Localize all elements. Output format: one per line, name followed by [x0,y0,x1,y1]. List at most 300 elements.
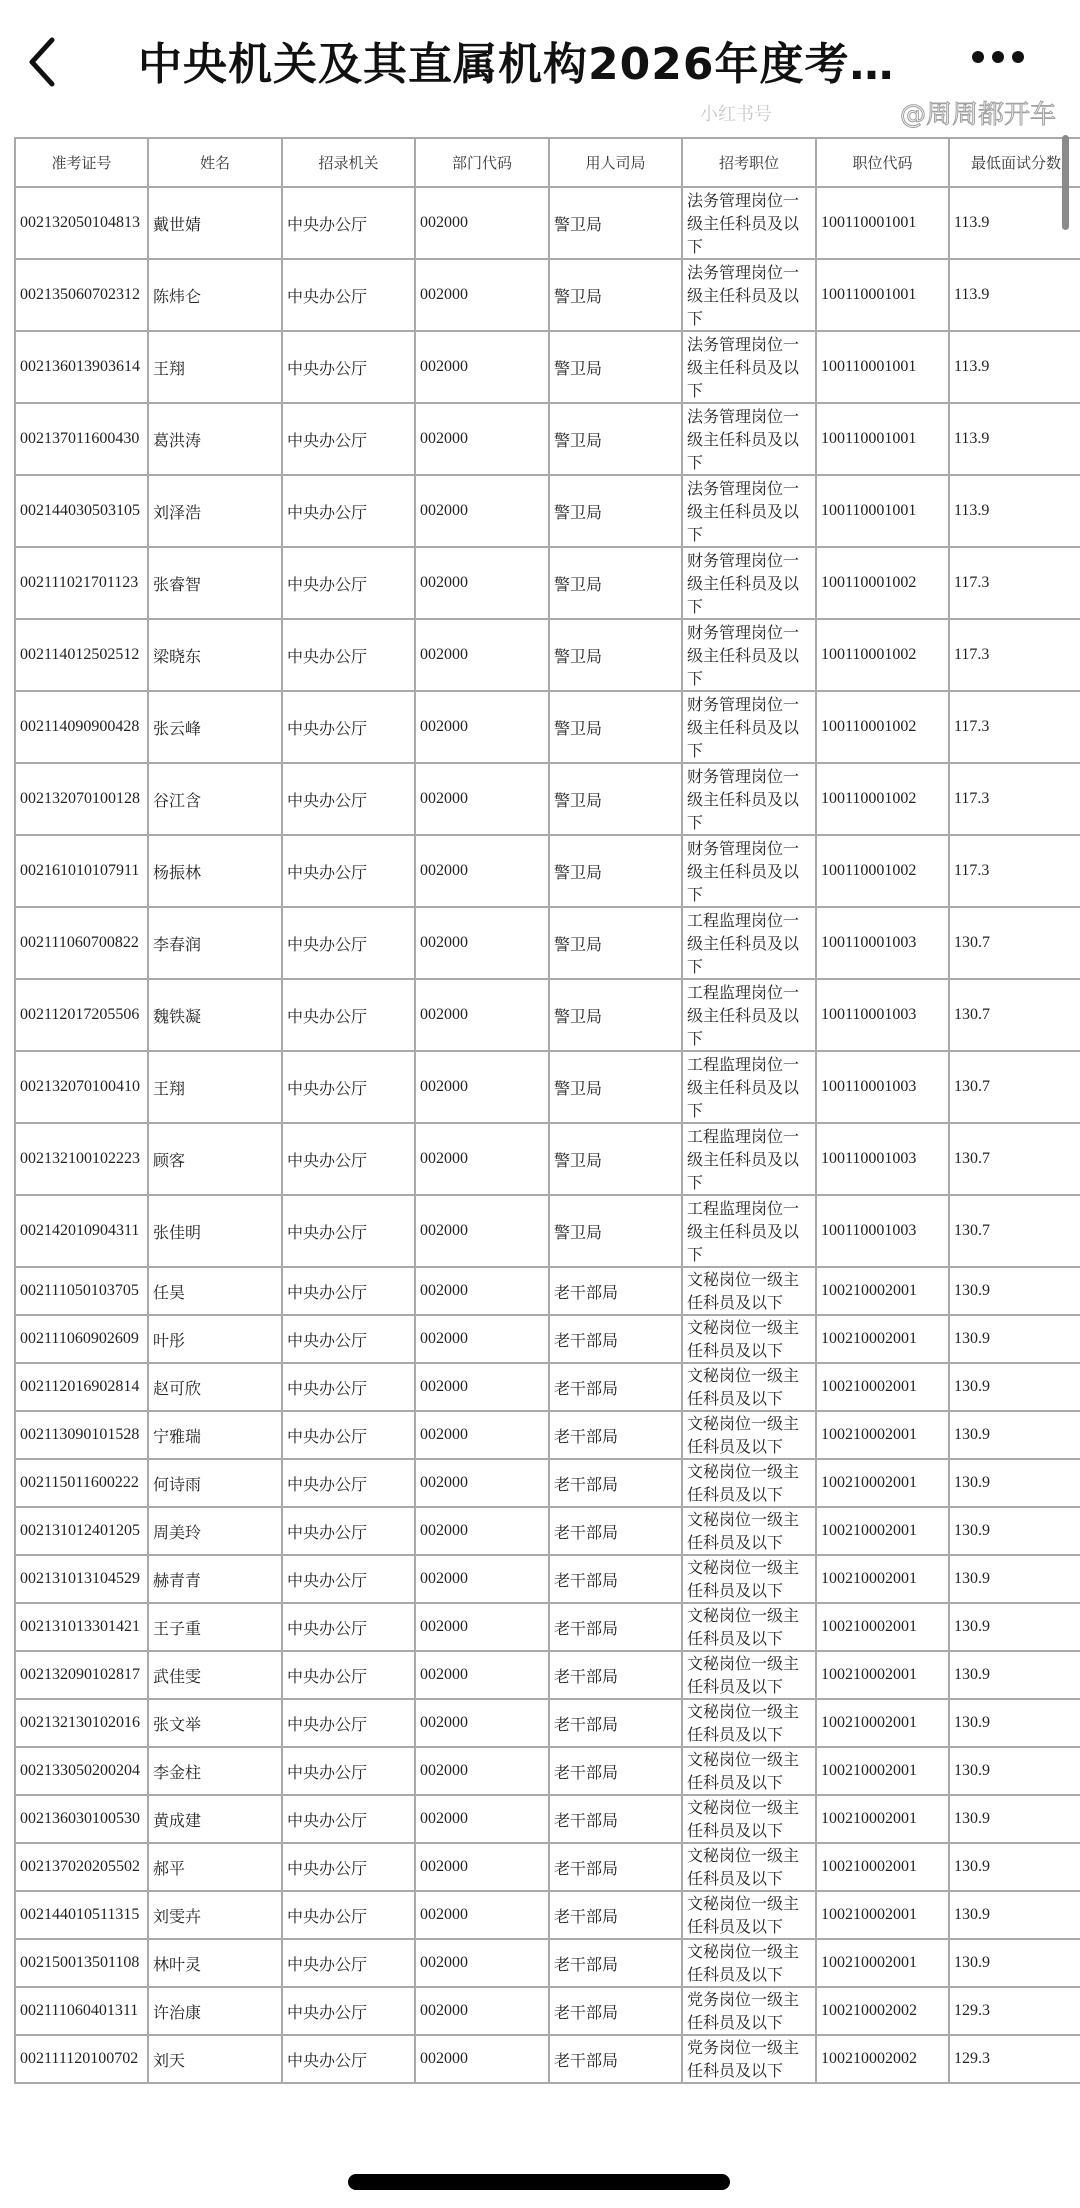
cell-position: 文秘岗位一级主任科员及以下 [682,1315,816,1363]
cell-admission-id: 002114012502512 [15,619,148,691]
cell-position-code: 100210002001 [816,1507,949,1555]
cell-name: 梁晓东 [148,619,282,691]
cell-min-score: 130.9 [949,1555,1080,1603]
table-row [15,1195,1080,1267]
cell-recruiting-agency: 中央办公厅 [282,187,415,259]
cell-min-score: 130.9 [949,1747,1080,1795]
cell-name: 叶彤 [148,1315,282,1363]
table-row [15,1795,1080,1843]
cell-position: 文秘岗位一级主任科员及以下 [682,1939,816,1987]
cell-dept-code: 002000 [415,619,549,691]
cell-name: 杨振林 [148,835,282,907]
cell-bureau: 老干部局 [549,2035,682,2083]
cell-position: 党务岗位一级主任科员及以下 [682,2035,816,2083]
cell-position-code: 100110001002 [816,547,949,619]
cell-position-code: 100110001001 [816,331,949,403]
cell-bureau: 老干部局 [549,1507,682,1555]
cell-admission-id: 002132050104813 [15,187,148,259]
cell-position-code: 100110001002 [816,619,949,691]
cell-recruiting-agency: 中央办公厅 [282,1267,415,1315]
cell-position-code: 100210002001 [816,1843,949,1891]
cell-admission-id: 002113090101528 [15,1411,148,1459]
cell-position-code: 100210002001 [816,1459,949,1507]
cell-min-score: 130.9 [949,1651,1080,1699]
cell-bureau: 老干部局 [549,1651,682,1699]
cell-name: 何诗雨 [148,1459,282,1507]
cell-position-code: 100110001003 [816,1195,949,1267]
chevron-left-icon [22,34,62,90]
cell-dept-code: 002000 [415,979,549,1051]
cell-position: 文秘岗位一级主任科员及以下 [682,1891,816,1939]
column-header-min-score: 最低面试分数 [949,138,1080,187]
cell-bureau: 老干部局 [549,1795,682,1843]
cell-position: 财务管理岗位一级主任科员及以下 [682,547,816,619]
cell-name: 王翔 [148,331,282,403]
column-header-recruiting-agency: 招录机关 [282,138,415,187]
cell-min-score: 113.9 [949,187,1080,259]
cell-admission-id: 002111060700822 [15,907,148,979]
cell-dept-code: 002000 [415,1795,549,1843]
cell-name: 张云峰 [148,691,282,763]
table-row [15,1315,1080,1363]
cell-name: 戴世婧 [148,187,282,259]
cell-position: 工程监理岗位一级主任科员及以下 [682,1051,816,1123]
cell-admission-id: 002131013104529 [15,1555,148,1603]
cell-min-score: 130.7 [949,1195,1080,1267]
cell-recruiting-agency: 中央办公厅 [282,1843,415,1891]
cell-admission-id: 002114090900428 [15,691,148,763]
cell-position: 工程监理岗位一级主任科员及以下 [682,979,816,1051]
table-row [15,1699,1080,1747]
cell-bureau: 警卫局 [549,979,682,1051]
cell-position: 工程监理岗位一级主任科员及以下 [682,907,816,979]
nav-bar [0,0,1080,88]
cell-admission-id: 002144030503105 [15,475,148,547]
cell-recruiting-agency: 中央办公厅 [282,979,415,1051]
cell-bureau: 警卫局 [549,259,682,331]
cell-recruiting-agency: 中央办公厅 [282,763,415,835]
table-row [15,1555,1080,1603]
cell-position: 文秘岗位一级主任科员及以下 [682,1363,816,1411]
cell-name: 李春润 [148,907,282,979]
cell-bureau: 老干部局 [549,1939,682,1987]
cell-recruiting-agency: 中央办公厅 [282,331,415,403]
cell-recruiting-agency: 中央办公厅 [282,1795,415,1843]
cell-bureau: 老干部局 [549,1699,682,1747]
cell-min-score: 130.9 [949,1459,1080,1507]
cell-min-score: 130.7 [949,979,1080,1051]
table-row [15,1603,1080,1651]
cell-position: 工程监理岗位一级主任科员及以下 [682,1195,816,1267]
cell-dept-code: 002000 [415,2035,549,2083]
cell-dept-code: 002000 [415,835,549,907]
cell-position-code: 100210002001 [816,1939,949,1987]
cell-bureau: 警卫局 [549,1195,682,1267]
cell-bureau: 警卫局 [549,547,682,619]
cell-dept-code: 002000 [415,1747,549,1795]
table-row [15,1987,1080,2035]
cell-min-score: 117.3 [949,763,1080,835]
cell-position-code: 100110001002 [816,835,949,907]
cell-name: 刘天 [148,2035,282,2083]
column-header-position: 招考职位 [682,138,816,187]
cell-dept-code: 002000 [415,691,549,763]
cell-name: 刘雯卉 [148,1891,282,1939]
cell-recruiting-agency: 中央办公厅 [282,475,415,547]
cell-position-code: 100210002001 [816,1699,949,1747]
table-row [15,979,1080,1051]
cell-recruiting-agency: 中央办公厅 [282,1555,415,1603]
cell-dept-code: 002000 [415,1123,549,1195]
results-table-container[interactable] [14,137,1080,2084]
cell-dept-code: 002000 [415,187,549,259]
cell-position: 文秘岗位一级主任科员及以下 [682,1555,816,1603]
table-row [15,1363,1080,1411]
cell-admission-id: 002111060401311 [15,1987,148,2035]
table-row [15,547,1080,619]
cell-recruiting-agency: 中央办公厅 [282,547,415,619]
cell-min-score: 117.3 [949,691,1080,763]
cell-position: 文秘岗位一级主任科员及以下 [682,1747,816,1795]
table-row [15,1051,1080,1123]
table-row [15,1507,1080,1555]
table-row [15,475,1080,547]
cell-name: 张睿智 [148,547,282,619]
cell-admission-id: 002132090102817 [15,1651,148,1699]
scrollbar[interactable] [1062,135,1069,230]
cell-bureau: 老干部局 [549,1603,682,1651]
cell-min-score: 130.9 [949,1411,1080,1459]
cell-position-code: 100110001001 [816,403,949,475]
table-row [15,331,1080,403]
cell-admission-id: 002133050200204 [15,1747,148,1795]
cell-min-score: 130.9 [949,1699,1080,1747]
cell-bureau: 老干部局 [549,1459,682,1507]
cell-name: 赫青青 [148,1555,282,1603]
cell-admission-id: 002135060702312 [15,259,148,331]
cell-min-score: 130.9 [949,1891,1080,1939]
cell-name: 葛洪涛 [148,403,282,475]
cell-admission-id: 002112017205506 [15,979,148,1051]
cell-recruiting-agency: 中央办公厅 [282,1123,415,1195]
cell-admission-id: 002137020205502 [15,1843,148,1891]
cell-position-code: 100110001003 [816,907,949,979]
cell-min-score: 113.9 [949,403,1080,475]
cell-admission-id: 002115011600222 [15,1459,148,1507]
table-row [15,187,1080,259]
cell-position: 法务管理岗位一级主任科员及以下 [682,403,816,475]
table-row [15,691,1080,763]
cell-bureau: 警卫局 [549,1123,682,1195]
cell-position-code: 100110001003 [816,1051,949,1123]
column-header-name: 姓名 [148,138,282,187]
cell-position: 文秘岗位一级主任科员及以下 [682,1459,816,1507]
cell-min-score: 130.9 [949,1507,1080,1555]
cell-bureau: 警卫局 [549,475,682,547]
cell-admission-id: 002111120100702 [15,2035,148,2083]
table-row [15,619,1080,691]
cell-position-code: 100210002001 [816,1603,949,1651]
cell-name: 黄成建 [148,1795,282,1843]
cell-dept-code: 002000 [415,907,549,979]
cell-min-score: 117.3 [949,547,1080,619]
cell-position: 法务管理岗位一级主任科员及以下 [682,259,816,331]
cell-bureau: 警卫局 [549,331,682,403]
cell-name: 陈炜仑 [148,259,282,331]
cell-position: 文秘岗位一级主任科员及以下 [682,1507,816,1555]
cell-min-score: 130.9 [949,1795,1080,1843]
cell-position-code: 100210002001 [816,1747,949,1795]
cell-position-code: 100210002002 [816,1987,949,2035]
cell-position-code: 100210002001 [816,1651,949,1699]
cell-name: 李金柱 [148,1747,282,1795]
cell-position: 法务管理岗位一级主任科员及以下 [682,187,816,259]
cell-dept-code: 002000 [415,1699,549,1747]
table-row [15,259,1080,331]
cell-dept-code: 002000 [415,547,549,619]
cell-position-code: 100110001002 [816,763,949,835]
cell-position: 财务管理岗位一级主任科员及以下 [682,835,816,907]
cell-recruiting-agency: 中央办公厅 [282,1747,415,1795]
cell-recruiting-agency: 中央办公厅 [282,1459,415,1507]
cell-dept-code: 002000 [415,1555,549,1603]
more-dots-icon [972,51,984,63]
table-row [15,1891,1080,1939]
cell-bureau: 老干部局 [549,1747,682,1795]
cell-position-code: 100110001001 [816,187,949,259]
cell-min-score: 130.9 [949,1843,1080,1891]
cell-recruiting-agency: 中央办公厅 [282,1051,415,1123]
cell-recruiting-agency: 中央办公厅 [282,1195,415,1267]
cell-position: 文秘岗位一级主任科员及以下 [682,1603,816,1651]
more-dots-icon [1012,51,1024,63]
cell-admission-id: 002144010511315 [15,1891,148,1939]
cell-bureau: 警卫局 [549,907,682,979]
cell-position-code: 100210002001 [816,1891,949,1939]
cell-admission-id: 002137011600430 [15,403,148,475]
table-row [15,1459,1080,1507]
cell-position: 财务管理岗位一级主任科员及以下 [682,763,816,835]
cell-dept-code: 002000 [415,475,549,547]
cell-min-score: 130.9 [949,1267,1080,1315]
cell-position: 工程监理岗位一级主任科员及以下 [682,1123,816,1195]
cell-bureau: 警卫局 [549,691,682,763]
table-row [15,1123,1080,1195]
cell-min-score: 130.9 [949,1363,1080,1411]
cell-name: 王子重 [148,1603,282,1651]
cell-name: 周美玲 [148,1507,282,1555]
cell-dept-code: 002000 [415,1987,549,2035]
cell-position-code: 100110001003 [816,979,949,1051]
cell-dept-code: 002000 [415,1507,549,1555]
cell-min-score: 130.9 [949,1315,1080,1363]
cell-position-code: 100210002001 [816,1267,949,1315]
table-row [15,835,1080,907]
cell-name: 任昊 [148,1267,282,1315]
cell-name: 谷江含 [148,763,282,835]
cell-position-code: 100210002001 [816,1795,949,1843]
cell-recruiting-agency: 中央办公厅 [282,835,415,907]
table-row [15,1939,1080,1987]
column-header-position-code: 职位代码 [816,138,949,187]
table-row [15,1843,1080,1891]
cell-dept-code: 002000 [415,1651,549,1699]
table-row [15,1267,1080,1315]
cell-dept-code: 002000 [415,1267,549,1315]
cell-dept-code: 002000 [415,1843,549,1891]
cell-dept-code: 002000 [415,1459,549,1507]
cell-dept-code: 002000 [415,259,549,331]
cell-dept-code: 002000 [415,403,549,475]
cell-recruiting-agency: 中央办公厅 [282,1411,415,1459]
cell-position: 法务管理岗位一级主任科员及以下 [682,475,816,547]
cell-recruiting-agency: 中央办公厅 [282,1939,415,1987]
cell-admission-id: 002112016902814 [15,1363,148,1411]
cell-bureau: 老干部局 [549,1843,682,1891]
cell-name: 宁雅瑞 [148,1411,282,1459]
page-title: 中央机关及其直属机构2026年度考… [138,39,895,90]
cell-name: 顾客 [148,1123,282,1195]
cell-admission-id: 002111021701123 [15,547,148,619]
cell-admission-id: 002142010904311 [15,1195,148,1267]
cell-position-code: 100210002002 [816,2035,949,2083]
column-header-admission-id: 准考证号 [15,138,148,187]
cell-min-score: 130.7 [949,1051,1080,1123]
cell-recruiting-agency: 中央办公厅 [282,1315,415,1363]
cell-admission-id: 002132100102223 [15,1123,148,1195]
table-row [15,763,1080,835]
cell-recruiting-agency: 中央办公厅 [282,1603,415,1651]
cell-position: 文秘岗位一级主任科员及以下 [682,1795,816,1843]
cell-name: 王翔 [148,1051,282,1123]
column-header-dept-code: 部门代码 [415,138,549,187]
cell-name: 赵可欣 [148,1363,282,1411]
cell-position: 文秘岗位一级主任科员及以下 [682,1843,816,1891]
cell-admission-id: 002161010107911 [15,835,148,907]
table-row [15,1651,1080,1699]
cell-position-code: 100210002001 [816,1315,949,1363]
cell-admission-id: 002111050103705 [15,1267,148,1315]
cell-bureau: 警卫局 [549,763,682,835]
cell-bureau: 老干部局 [549,1987,682,2035]
cell-dept-code: 002000 [415,1315,549,1363]
cell-position: 财务管理岗位一级主任科员及以下 [682,691,816,763]
home-indicator[interactable] [348,2174,730,2190]
cell-min-score: 130.7 [949,1123,1080,1195]
cell-admission-id: 002131012401205 [15,1507,148,1555]
cell-recruiting-agency: 中央办公厅 [282,403,415,475]
cell-position-code: 100110001002 [816,691,949,763]
table-row [15,1747,1080,1795]
cell-bureau: 警卫局 [549,187,682,259]
cell-min-score: 130.7 [949,907,1080,979]
cell-admission-id: 002111060902609 [15,1315,148,1363]
cell-bureau: 警卫局 [549,1051,682,1123]
cell-recruiting-agency: 中央办公厅 [282,1891,415,1939]
more-dots-icon [992,51,1004,63]
cell-dept-code: 002000 [415,1195,549,1267]
table-row [15,2035,1080,2083]
cell-min-score: 130.9 [949,1603,1080,1651]
cell-admission-id: 002132070100410 [15,1051,148,1123]
cell-recruiting-agency: 中央办公厅 [282,1699,415,1747]
cell-position-code: 100210002001 [816,1411,949,1459]
cell-admission-id: 002136030100530 [15,1795,148,1843]
cell-bureau: 警卫局 [549,403,682,475]
cell-admission-id: 002132130102016 [15,1699,148,1747]
cell-position-code: 100210002001 [816,1363,949,1411]
cell-recruiting-agency: 中央办公厅 [282,1987,415,2035]
cell-dept-code: 002000 [415,1051,549,1123]
cell-min-score: 130.9 [949,1939,1080,1987]
cell-dept-code: 002000 [415,1939,549,1987]
cell-min-score: 117.3 [949,835,1080,907]
cell-name: 郝平 [148,1843,282,1891]
cell-recruiting-agency: 中央办公厅 [282,619,415,691]
cell-name: 张佳明 [148,1195,282,1267]
cell-position-code: 100110001003 [816,1123,949,1195]
column-header-bureau: 用人司局 [549,138,682,187]
cell-position: 文秘岗位一级主任科员及以下 [682,1699,816,1747]
cell-bureau: 老干部局 [549,1315,682,1363]
cell-name: 魏铁凝 [148,979,282,1051]
cell-name: 张文举 [148,1699,282,1747]
results-table [14,137,1080,2084]
cell-recruiting-agency: 中央办公厅 [282,1507,415,1555]
cell-name: 许治康 [148,1987,282,2035]
cell-bureau: 老干部局 [549,1363,682,1411]
cell-recruiting-agency: 中央办公厅 [282,259,415,331]
cell-dept-code: 002000 [415,1363,549,1411]
cell-name: 林叶灵 [148,1939,282,1987]
table-row [15,907,1080,979]
cell-min-score: 113.9 [949,475,1080,547]
cell-recruiting-agency: 中央办公厅 [282,1363,415,1411]
cell-dept-code: 002000 [415,331,549,403]
more-button[interactable] [972,48,1044,72]
back-button[interactable] [22,34,62,90]
cell-min-score: 113.9 [949,331,1080,403]
cell-bureau: 警卫局 [549,835,682,907]
cell-min-score: 117.3 [949,619,1080,691]
cell-position: 文秘岗位一级主任科员及以下 [682,1267,816,1315]
cell-dept-code: 002000 [415,1411,549,1459]
cell-position: 文秘岗位一级主任科员及以下 [682,1411,816,1459]
cell-position: 党务岗位一级主任科员及以下 [682,1987,816,2035]
cell-min-score: 129.3 [949,1987,1080,2035]
watermark-sub: 小红书号 [700,104,772,125]
table-row [15,1411,1080,1459]
cell-position: 财务管理岗位一级主任科员及以下 [682,619,816,691]
cell-position: 法务管理岗位一级主任科员及以下 [682,331,816,403]
cell-bureau: 老干部局 [549,1267,682,1315]
cell-name: 武佳雯 [148,1651,282,1699]
cell-admission-id: 002136013903614 [15,331,148,403]
watermark: @周周都开车 [899,100,1056,130]
cell-recruiting-agency: 中央办公厅 [282,691,415,763]
cell-dept-code: 002000 [415,763,549,835]
cell-recruiting-agency: 中央办公厅 [282,907,415,979]
cell-dept-code: 002000 [415,1891,549,1939]
cell-bureau: 警卫局 [549,619,682,691]
cell-min-score: 113.9 [949,259,1080,331]
cell-position-code: 100110001001 [816,259,949,331]
cell-admission-id: 002150013501108 [15,1939,148,1987]
table-header-row [15,138,1080,187]
cell-recruiting-agency: 中央办公厅 [282,2035,415,2083]
cell-bureau: 老干部局 [549,1891,682,1939]
cell-position-code: 100110001001 [816,475,949,547]
